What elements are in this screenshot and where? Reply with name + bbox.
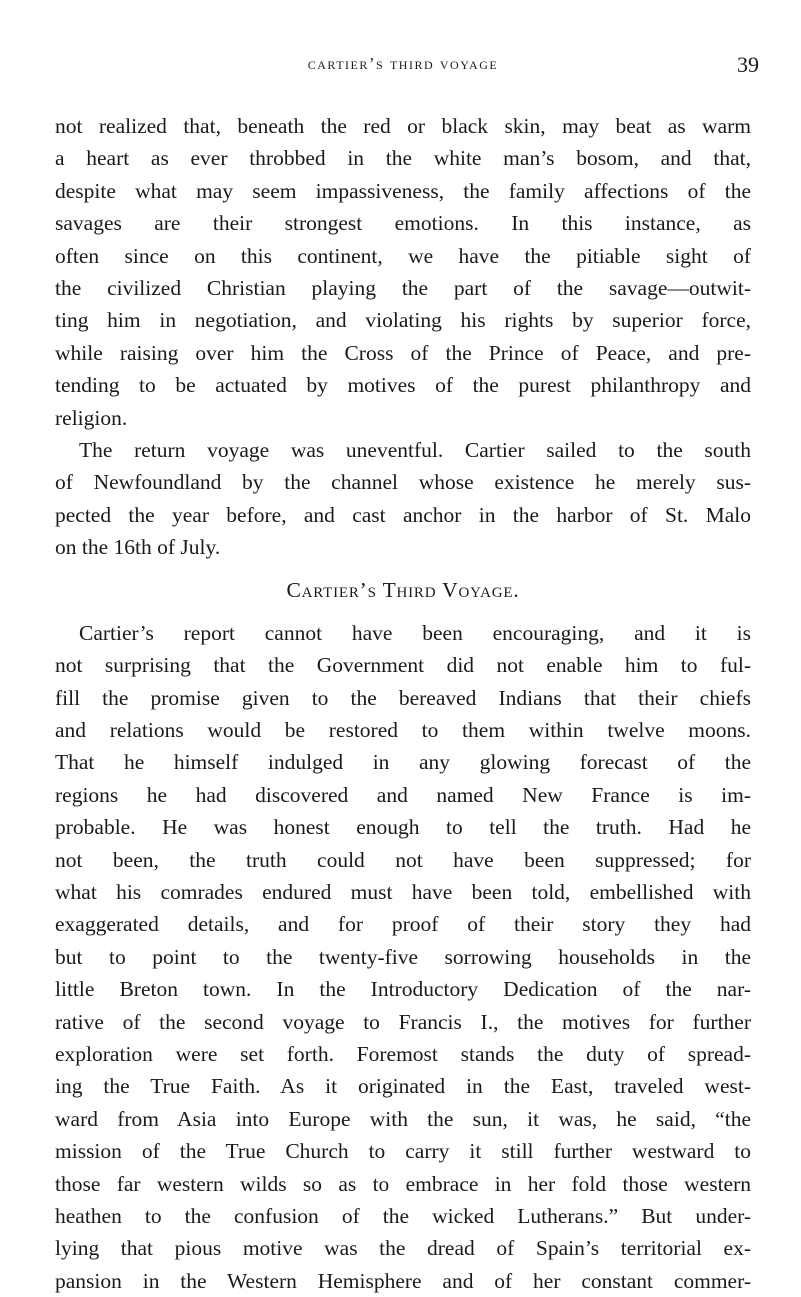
text-line: That he himself indulged in any glowing forecast of the [55, 750, 751, 775]
text-line: ward from Asia into Europe with the sun, it was, he said, “the [55, 1106, 751, 1131]
text-line: despite what may seem impassiveness, the family affections of the [55, 178, 751, 203]
text-line: probable. He was honest enough to tell the truth. Had he [55, 815, 751, 840]
paragraph-3 [55, 617, 751, 1297]
text-line: those far western wilds so as to embrace in her fold those western [55, 1171, 751, 1196]
book-page [55, 40, 759, 1297]
text-line: rative of the second voyage to Francis I., the motives for further [55, 1009, 751, 1034]
text-line: ing the True Faith. As it originated in the East, traveled west- [55, 1074, 751, 1099]
page-number: 39 [737, 52, 759, 77]
text-line: what his comrades endured must have been told, embellished with [55, 879, 751, 904]
text-line: but to point to the twenty-five sorrowing households in the [55, 944, 751, 969]
section-heading: Cartier’s Third Voyage. [286, 578, 520, 603]
text-line: a heart as ever throbbed in the white man’s bosom, and that, [55, 146, 751, 171]
text-line: while raising over him the Cross of the Prince of Peace, and pre- [55, 340, 751, 365]
text-line: the civilized Christian playing the part of the savage—outwit- [55, 275, 751, 300]
text-line: exaggerated details, and for proof of their story they had [55, 912, 751, 937]
text-line: religion. [55, 405, 128, 430]
text-line: mission of the True Church to carry it still further westward to [55, 1139, 751, 1164]
text-line: not surprising that the Government did not enable him to ful- [55, 653, 751, 678]
text-line: ting him in negotiation, and violating his rights by superior force, [55, 308, 751, 333]
text-line: lying that pious motive was the dread of Spain’s territorial ex- [55, 1236, 751, 1261]
text-line: not realized that, beneath the red or black skin, may beat as warm [55, 114, 751, 138]
body-text [55, 110, 751, 1297]
text-line: of Newfoundland by the channel whose existence he merely sus- [55, 470, 751, 495]
text-line: on the 16th of July. [55, 535, 221, 560]
text-line: regions he had discovered and named New France is im- [55, 782, 751, 807]
text-line: little Breton town. In the Introductory Dedication of the nar- [55, 977, 751, 1002]
text-line: not been, the truth could not have been suppressed; for [55, 847, 751, 872]
running-title: cartier’s third voyage [307, 54, 499, 73]
text-line: tending to be actuated by motives of the purest philanthropy and [55, 373, 751, 398]
text-line: fill the promise given to the bereaved Indians that their chiefs [55, 685, 751, 710]
paragraph-1 [55, 110, 751, 434]
text-line: and relations would be restored to them within twelve moons. [55, 718, 751, 743]
text-line: heathen to the confusion of the wicked Lutherans.” But under- [55, 1203, 751, 1228]
text-line: The return voyage was uneventful. Cartier sailed to the south [79, 437, 751, 462]
text-line: often since on this continent, we have the pitiable sight of [55, 243, 751, 268]
text-line: savages are their strongest emotions. In this instance, as [55, 211, 751, 236]
text-line: pected the year before, and cast anchor in the harbor of St. Malo [55, 502, 751, 527]
paragraph-2 [55, 434, 751, 564]
text-line: pansion in the Western Hemisphere and of her constant commer- [55, 1268, 751, 1293]
text-line: Cartier’s report cannot have been encouraging, and it is [79, 620, 751, 645]
running-head [55, 40, 759, 84]
text-line: exploration were set forth. Foremost stands the duty of spread- [55, 1041, 751, 1066]
